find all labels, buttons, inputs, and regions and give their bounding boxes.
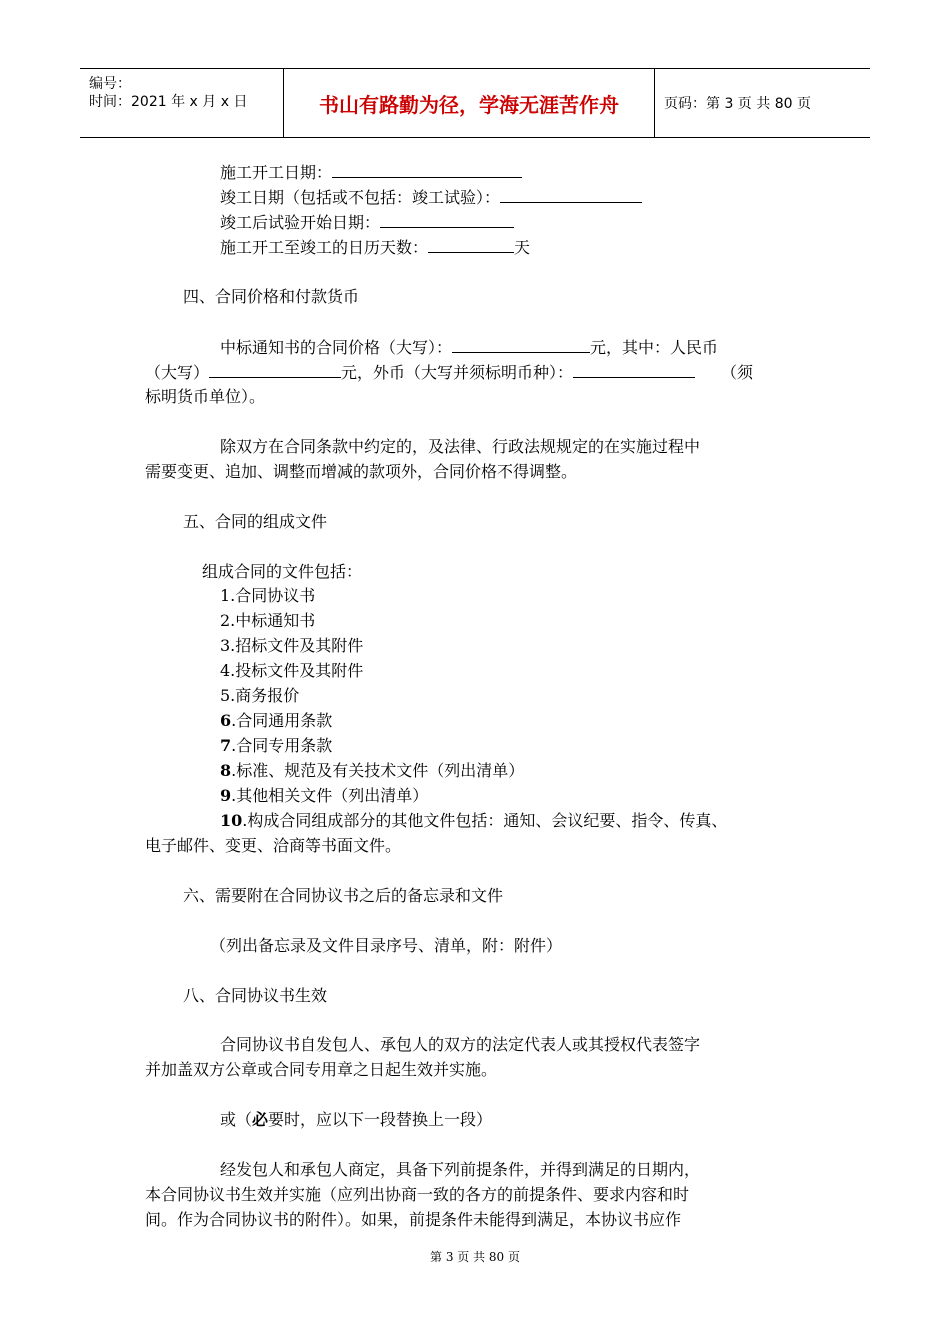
completion-date-line [220, 187, 642, 208]
section4-adjust-line1: 除双方在合同条款中约定的，及法律、行政法规规定的在实施过程中 [220, 437, 701, 456]
list-item-text: .标准、规范及有关技术文件（列出清单） [231, 761, 525, 780]
list-item [220, 736, 332, 756]
section8-heading: 八、合同协议书生效 [183, 986, 328, 1005]
section8-condition-line3: 间。作为合同协议书的附件）。如果，前提条件未能得到满足，本协议书应作 [145, 1210, 682, 1229]
list-item-number: 7 [220, 736, 232, 755]
list-item-text: .其他相关文件（列出清单） [231, 786, 429, 805]
alt-text-b: 要时，应以下一段替换上一段） [268, 1110, 493, 1129]
list-item-number: 4. [220, 661, 236, 680]
list-item [220, 761, 524, 781]
section8-effect-line1: 合同协议书自发包人、承包人的双方的法定代表人或其授权代表签字 [220, 1035, 701, 1054]
list-item-text: .合同专用条款 [231, 736, 333, 755]
list-item-number: 5. [220, 686, 236, 705]
list-item [220, 686, 299, 706]
test-date-line [220, 212, 514, 233]
alt-text-bold: 必 [252, 1110, 269, 1129]
list-item [220, 811, 727, 831]
section4-adjust-line2: 需要变更、追加、调整而增减的款项外，合同价格不得调整。 [145, 462, 578, 481]
list-item-number: 10 [220, 811, 243, 830]
list-item-number: 9 [220, 786, 232, 805]
price-blank [452, 337, 590, 353]
test-date-blank [380, 212, 514, 228]
list-item [220, 786, 428, 806]
test-date-label: 竣工后试验开始日期： [220, 213, 381, 232]
list-item-number: 8 [220, 761, 232, 780]
section4-price-line2 [145, 362, 753, 383]
item10-continuation: 电子邮件、变更、洽商等书面文件。 [145, 836, 402, 855]
list-item-text: 商务报价 [235, 686, 300, 705]
header-page-info: 页码：第 3 页 共 80 页 [664, 96, 811, 112]
list-item-text: 中标通知书 [235, 611, 316, 630]
list-item-number: 1. [220, 586, 236, 605]
section5-heading: 五、合同的组成文件 [183, 512, 328, 531]
completion-date-blank [500, 187, 642, 203]
section8-condition-line1: 经发包人和承包人商定，具备下列前提条件，并得到满足的日期内， [220, 1160, 701, 1179]
list-item-text: .合同通用条款 [231, 711, 333, 730]
foreign-currency-label: 元，外币（大写并须标明币种）： [341, 363, 574, 382]
section5-intro: 组成合同的文件包括： [202, 562, 363, 581]
list-item-number: 6 [220, 711, 232, 730]
header-motto: 书山有路勤为径，学海无涯苦作舟 [283, 69, 655, 137]
rmb-label: 元，其中：人民币 [590, 338, 719, 357]
list-item-text: 合同协议书 [235, 586, 316, 605]
start-date-blank [332, 162, 522, 178]
section4-price-line3: 标明货币单位）。 [145, 387, 266, 406]
calendar-days-label: 施工开工至竣工的日历天数： [220, 238, 429, 257]
header-meta-cell [80, 69, 283, 137]
section4-price-line1 [220, 337, 718, 358]
list-item [220, 661, 363, 681]
document-number-label: 编号： [89, 76, 131, 92]
page-header [80, 68, 870, 138]
list-item-text: 招标文件及其附件 [235, 636, 364, 655]
list-item [220, 711, 332, 731]
calendar-days-line [220, 237, 530, 258]
calendar-days-blank [428, 237, 514, 253]
list-item [220, 636, 363, 656]
list-item [220, 611, 315, 631]
list-item [220, 586, 315, 606]
section8-alt-line [220, 1110, 492, 1130]
list-item-text: .构成合同组成部分的其他文件包括：通知、会议纪要、指令、传真、 [242, 811, 728, 830]
document-date-label: 时间：2021 年 x 月 x 日 [89, 94, 248, 110]
section8-condition-line2: 本合同协议书生效并实施（应列出协商一致的各方的前提条件、要求内容和时 [145, 1185, 690, 1204]
start-date-line [220, 162, 522, 183]
list-item-number: 2. [220, 611, 236, 630]
start-date-label: 施工开工日期： [220, 163, 333, 182]
price-label: 中标通知书的合同价格（大写）： [220, 338, 453, 357]
section4-heading: 四、合同价格和付款货币 [183, 287, 360, 306]
alt-text-a: 或（ [220, 1110, 253, 1129]
rmb-blank [209, 362, 341, 378]
page-footer: 第 3 页 共 80 页 [430, 1250, 520, 1264]
calendar-days-unit: 天 [514, 238, 531, 257]
list-item-text: 投标文件及其附件 [235, 661, 364, 680]
section6-note: （列出备忘录及文件目录序号、清单，附：附件） [210, 936, 563, 955]
section6-heading: 六、需要附在合同协议书之后的备忘录和文件 [183, 886, 504, 905]
completion-date-label: 竣工日期（包括或不包括：竣工试验）： [220, 188, 501, 207]
section8-effect-line2: 并加盖双方公章或合同专用章之日起生效并实施。 [145, 1060, 498, 1079]
currency-note-start: （须 [721, 363, 754, 382]
rmb-capital-label: （大写） [145, 363, 210, 382]
foreign-currency-blank [573, 362, 695, 378]
list-item-number: 3. [220, 636, 236, 655]
